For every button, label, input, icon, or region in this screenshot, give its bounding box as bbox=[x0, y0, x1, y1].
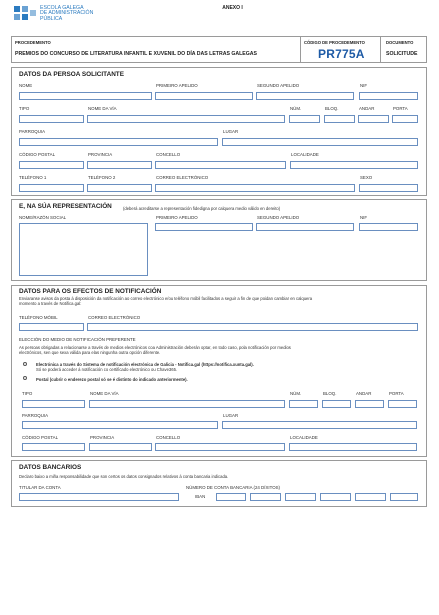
notification-intro-line-1: Enviaranse avisos da posta á disposición da notificación ao correo electrónico e/ou teléfono móbil facilitados a seguir a fin de que poidan cambiar en calquera bbox=[19, 296, 313, 301]
preference-text-line-1: As persoas obrigadas a relacionarse a través de medios electrónicos coa Administración deberán optar, en todo caso, pola notificación por medios bbox=[19, 345, 291, 350]
label-rep-nif: NIF bbox=[360, 215, 368, 220]
label-notif-place: LUGAR bbox=[223, 413, 239, 418]
label-parish: PARROQUIA bbox=[19, 129, 46, 134]
nif-field[interactable] bbox=[359, 92, 418, 100]
label-preference: ELECCIÓN DO MEDIO DE NOTIFICACIÓN PREFERENTE bbox=[19, 337, 136, 342]
electronic-option-line-1: Electrónica a través do Sistema de notificación electrónica de Galicia - Notifica.gal (https://notifica.xunta.gal). bbox=[36, 362, 254, 367]
label-email: CORREO ELECTRÓNICO bbox=[156, 175, 209, 180]
floor-field[interactable] bbox=[358, 115, 389, 123]
num-field[interactable] bbox=[289, 115, 320, 123]
label-notif-door: PORTA bbox=[389, 391, 404, 396]
preference-text bbox=[19, 345, 419, 356]
notif-type-field[interactable] bbox=[22, 400, 85, 408]
account-block-field[interactable] bbox=[250, 493, 281, 501]
notification-intro bbox=[19, 296, 419, 307]
notif-locality-field[interactable] bbox=[289, 443, 417, 451]
notification-intro-line-2: momento a través de Notifica.gal: bbox=[19, 301, 82, 307]
label-surname2: SEGUNDO APELIDO bbox=[257, 83, 300, 88]
street-field[interactable] bbox=[87, 115, 285, 123]
label-notif-floor: ANDAR bbox=[356, 391, 372, 396]
label-floor: ANDAR bbox=[359, 106, 375, 111]
label-phone2: TELÉFONO 2 bbox=[88, 175, 116, 180]
procedure-code: PR775A bbox=[318, 47, 365, 61]
electronic-option bbox=[36, 362, 416, 373]
label-notif-type: TIPO bbox=[22, 391, 33, 396]
label-notif-street: NOME DA VÍA bbox=[90, 391, 119, 396]
surname2-field[interactable] bbox=[256, 92, 354, 100]
rep-surname2-field[interactable] bbox=[256, 223, 354, 231]
account-block-field[interactable] bbox=[285, 493, 316, 501]
bank-title: DATOS BANCARIOS bbox=[19, 464, 82, 471]
notif-email-field[interactable] bbox=[87, 323, 418, 331]
label-notif-locality: LOCALIDADE bbox=[290, 435, 318, 440]
electronic-option-line-2: Só se poderá acceder á notificación co certificado electrónico ou Chave365. bbox=[36, 367, 178, 373]
label-rep-surname2: SEGUNDO APELIDO bbox=[257, 215, 300, 220]
label-notif-block: BLOQ. bbox=[323, 391, 337, 396]
notif-door-field[interactable] bbox=[388, 400, 417, 408]
label-locality: LOCALIDADE bbox=[291, 152, 319, 157]
logo-line-1: ESCOLA GALEGA bbox=[40, 5, 84, 11]
account-block-field[interactable] bbox=[390, 493, 418, 501]
mobile-field[interactable] bbox=[19, 323, 84, 331]
notif-place-field[interactable] bbox=[222, 421, 417, 429]
notif-block-field[interactable] bbox=[322, 400, 351, 408]
procedure-label: PROCEDEMENTO bbox=[15, 40, 51, 45]
label-notif-postcode: CÓDIGO POSTAL bbox=[22, 435, 59, 440]
label-nif: NIF bbox=[360, 83, 368, 88]
label-council: CONCELLO bbox=[156, 152, 181, 157]
notif-council-field[interactable] bbox=[155, 443, 285, 451]
phone1-field[interactable] bbox=[19, 184, 84, 192]
label-province: PROVINCIA bbox=[88, 152, 113, 157]
notif-street-field[interactable] bbox=[89, 400, 285, 408]
name-field[interactable] bbox=[19, 92, 152, 100]
label-postcode: CÓDIGO POSTAL bbox=[19, 152, 56, 157]
surname1-field[interactable] bbox=[155, 92, 253, 100]
postal-option: Postal (cubrir o enderezo postal só se é distinto do indicado anteriormente). bbox=[36, 377, 188, 382]
label-num: NÚM. bbox=[290, 106, 302, 111]
document-label: DOCUMENTO bbox=[386, 40, 414, 45]
representation-note: (deberá acreditarse a representación fidedigna por calquera medio válido en dereito) bbox=[123, 206, 281, 211]
label-place: LUGAR bbox=[223, 129, 239, 134]
locality-field[interactable] bbox=[290, 161, 418, 169]
logo-line-3: PÚBLICA bbox=[40, 15, 63, 22]
bank-declaration: Declaro baixo a miña responsabilidade que son certos os datos consignados relativos á conta bancaria indicada. bbox=[19, 474, 229, 479]
label-notif-email: CORREO ELECTRÓNICO bbox=[88, 315, 141, 320]
label-type: TIPO bbox=[19, 106, 30, 111]
notif-province-field[interactable] bbox=[89, 443, 152, 451]
notif-floor-field[interactable] bbox=[355, 400, 384, 408]
postcode-field[interactable] bbox=[19, 161, 84, 169]
label-notif-num: NÚM. bbox=[290, 391, 302, 396]
label-rep-surname1: PRIMEIRO APELIDO bbox=[156, 215, 198, 220]
label-notif-province: PROVINCIA bbox=[90, 435, 115, 440]
notif-num-field[interactable] bbox=[289, 400, 318, 408]
door-field[interactable] bbox=[392, 115, 418, 123]
notif-postcode-field[interactable] bbox=[22, 443, 85, 451]
company-field[interactable] bbox=[19, 223, 148, 276]
label-sex: SEXO bbox=[360, 175, 373, 180]
procedure-divider bbox=[300, 36, 301, 63]
representation-title: E, NA SÚA REPRESENTACIÓN bbox=[19, 203, 112, 210]
electronic-radio[interactable] bbox=[23, 362, 27, 366]
procedure-title: PREMIOS DO CONCURSO DE LITERATURA INFANTIL E XUVENIL DO DÍA DAS LETRAS GALEGAS bbox=[15, 51, 257, 57]
account-block-field[interactable] bbox=[320, 493, 351, 501]
phone2-field[interactable] bbox=[87, 184, 152, 192]
preference-text-line-2: electrónicos, sen que sexa válida para elas ningunha outra opción diferente. bbox=[19, 350, 161, 356]
label-name: NOME bbox=[19, 83, 33, 88]
label-mobile: TELÉFONO MÓBIL bbox=[19, 315, 58, 320]
label-phone1: TELÉFONO 1 bbox=[19, 175, 47, 180]
iban-field[interactable] bbox=[216, 493, 246, 501]
label-notif-council: CONCELLO bbox=[156, 435, 181, 440]
label-surname1: PRIMEIRO APELIDO bbox=[156, 83, 198, 88]
account-block-field[interactable] bbox=[355, 493, 386, 501]
province-field[interactable] bbox=[87, 161, 152, 169]
email-field[interactable] bbox=[155, 184, 355, 192]
label-holder: TITULAR DA CONTA bbox=[19, 485, 61, 490]
label-company: NOME/RAZÓN SOCIAL bbox=[19, 215, 67, 220]
procedure-code-label: CÓDIGO DE PROCEDEMENTO bbox=[304, 40, 365, 45]
logo-line-2: DE ADMINISTRACIÓN bbox=[40, 10, 94, 17]
type-field[interactable] bbox=[19, 115, 84, 123]
applicant-title: DATOS DA PERSOA SOLICITANTE bbox=[19, 71, 124, 78]
document-value: SOLICITUDE bbox=[386, 51, 418, 57]
holder-field[interactable] bbox=[19, 493, 179, 501]
label-notif-parish: PARROQUIA bbox=[22, 413, 49, 418]
label-block: BLOQ. bbox=[325, 106, 339, 111]
block-field[interactable] bbox=[324, 115, 355, 123]
label-account-number: NÚMERO DE CONTA BANCARIA (24 DÍXITOS) bbox=[186, 485, 281, 490]
notif-parish-field[interactable] bbox=[22, 421, 218, 429]
procedure-divider bbox=[380, 36, 381, 63]
label-door: PORTA bbox=[393, 106, 408, 111]
rep-surname1-field[interactable] bbox=[155, 223, 253, 231]
parish-field[interactable] bbox=[19, 138, 218, 146]
label-iban: IBAN bbox=[195, 494, 206, 499]
rep-nif-field[interactable] bbox=[359, 223, 418, 231]
council-field[interactable] bbox=[155, 161, 286, 169]
label-street: NOME DA VÍA bbox=[88, 106, 117, 111]
notification-title: DATOS PARA OS EFECTOS DE NOTIFICACIÓN bbox=[19, 288, 162, 295]
sex-field[interactable] bbox=[359, 184, 418, 192]
annex-title: ANEXO I bbox=[222, 5, 243, 11]
place-field[interactable] bbox=[222, 138, 418, 146]
postal-radio[interactable] bbox=[23, 376, 27, 380]
